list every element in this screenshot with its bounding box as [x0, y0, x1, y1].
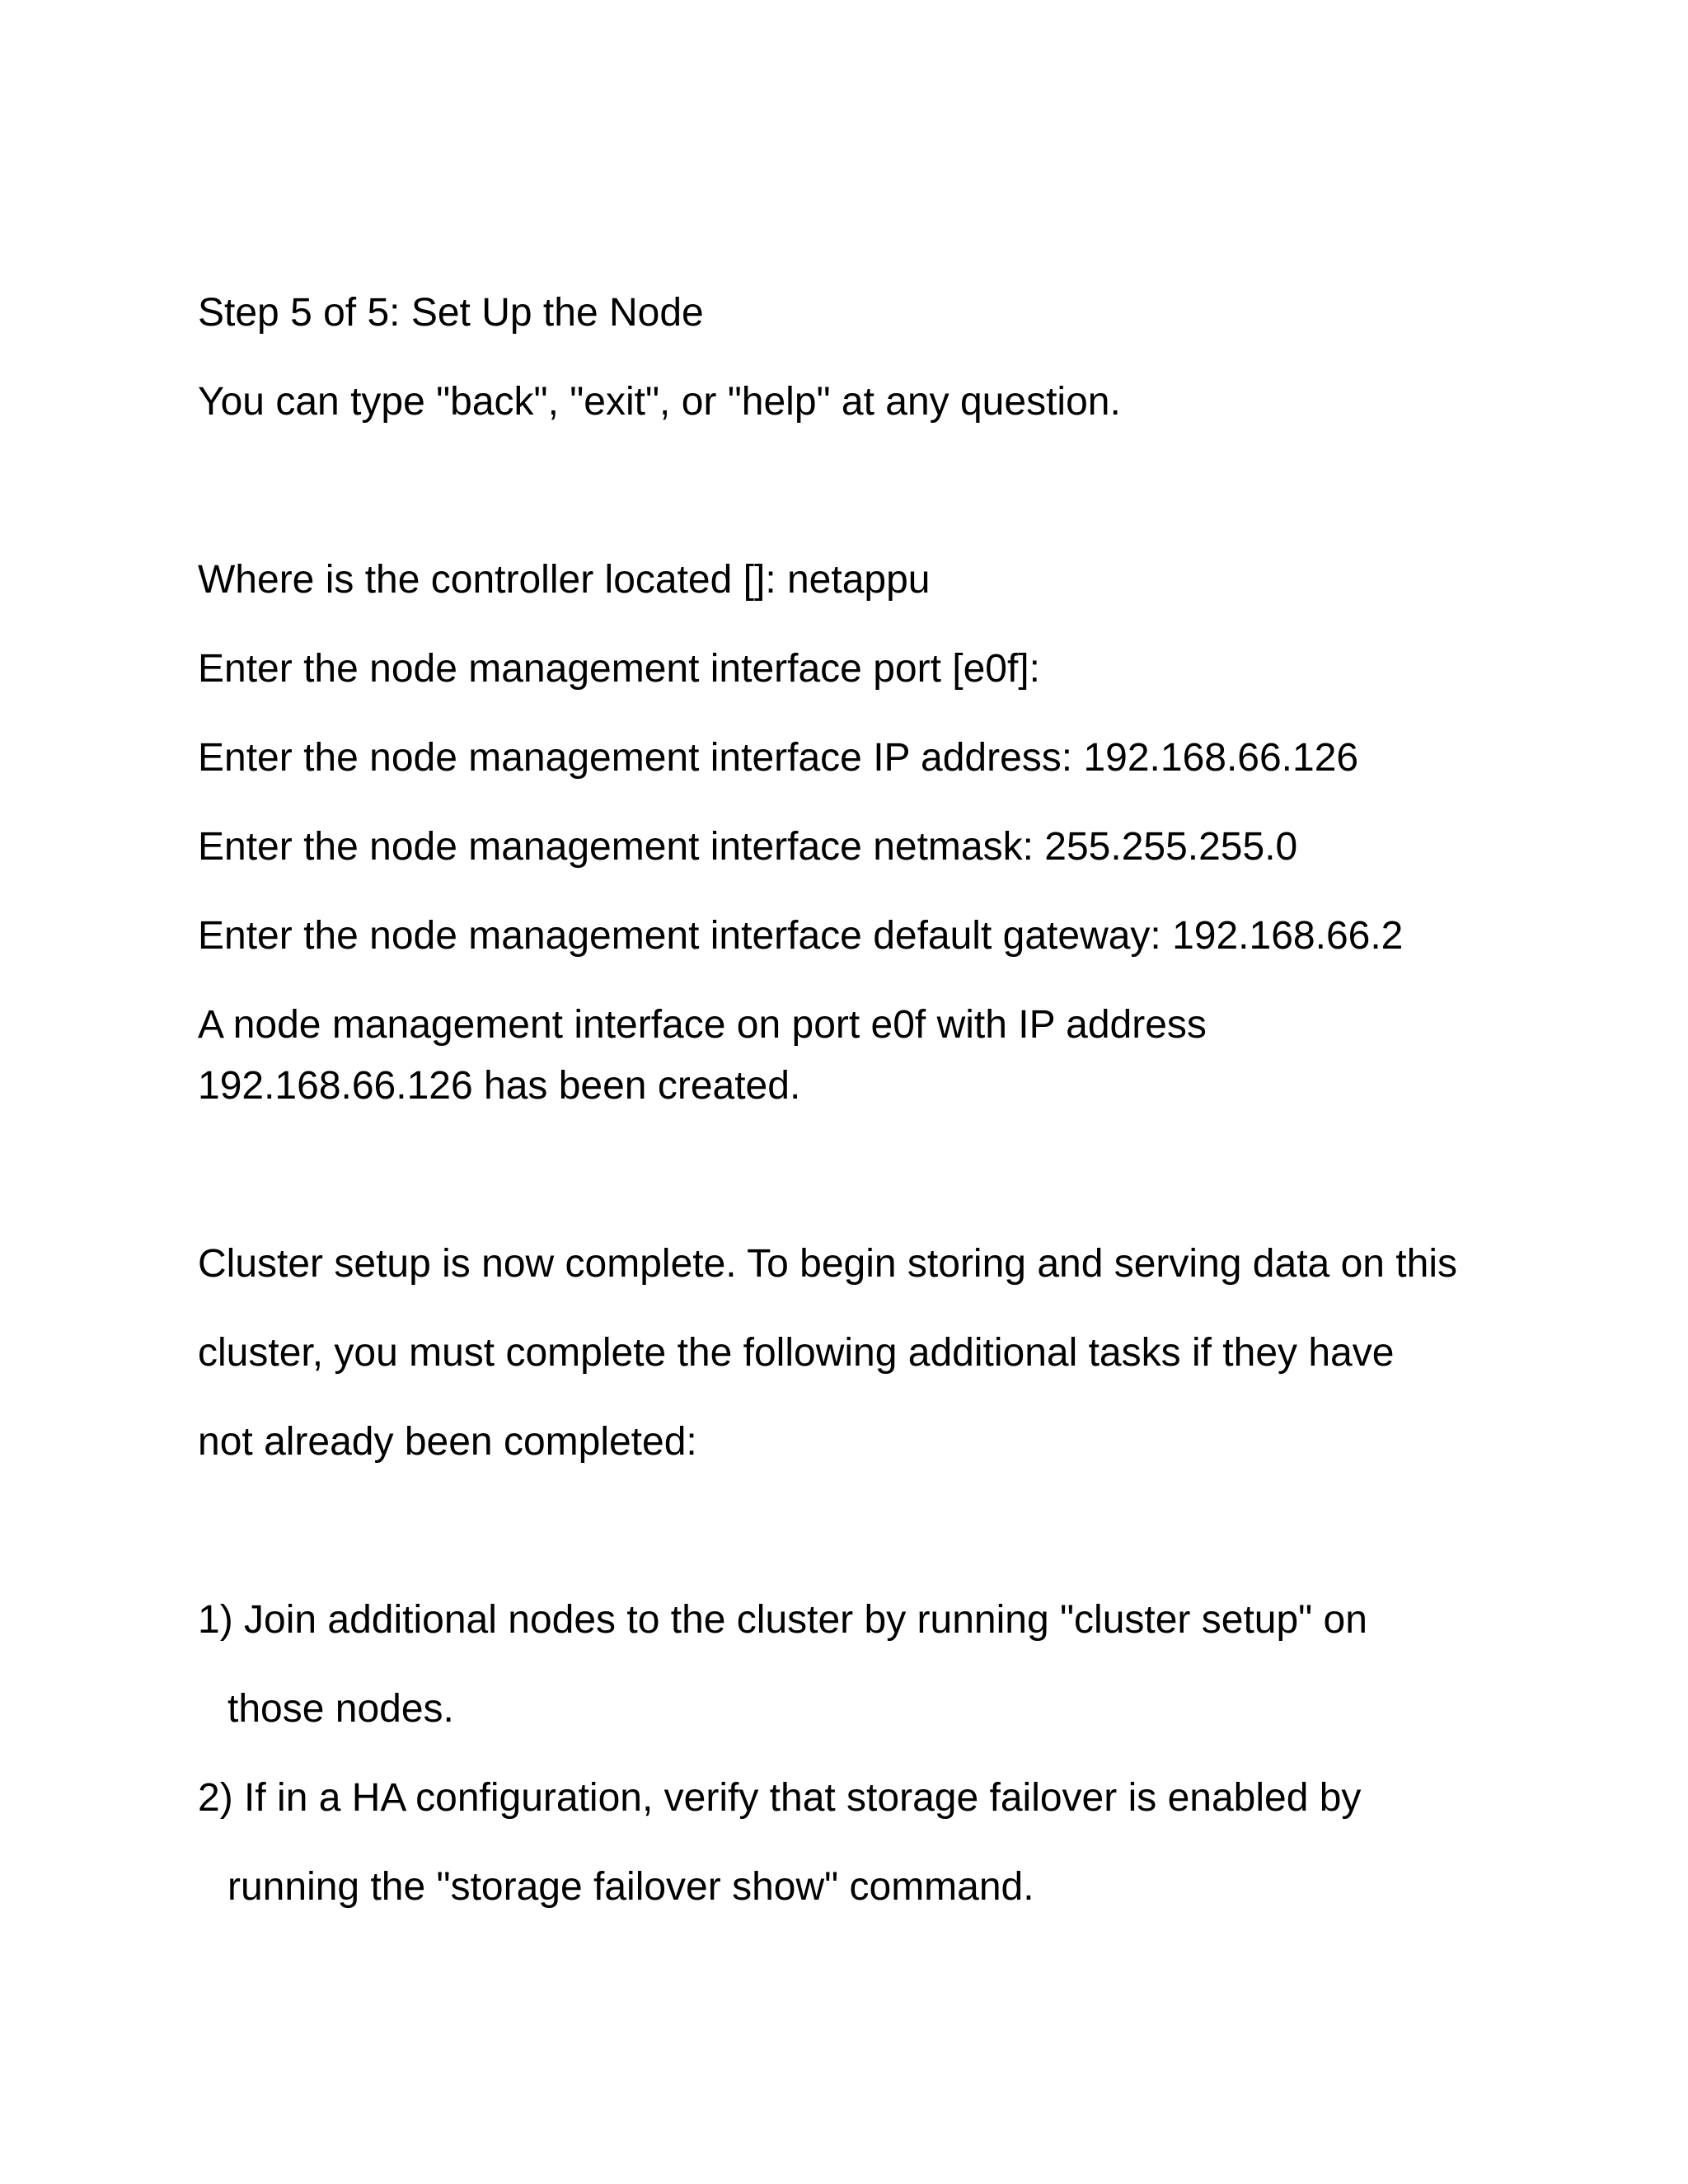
prompt-port: Enter the node management interface port [e0f]:	[198, 647, 1040, 691]
completion-message-line-2: cluster, you must complete the following additional tasks if they have	[198, 1331, 1395, 1375]
task-1-line-2: those nodes.	[227, 1687, 454, 1731]
prompt-ip-address: Enter the node management interface IP address: 192.168.66.126	[198, 736, 1359, 780]
step-heading: Step 5 of 5: Set Up the Node	[198, 291, 704, 335]
prompt-netmask: Enter the node management interface netmask: 255.255.255.0	[198, 825, 1298, 869]
created-message-line-1: A node management interface on port e0f with IP address	[198, 1003, 1207, 1047]
task-1-line-1: 1) Join additional nodes to the cluster by running "cluster setup" on	[198, 1598, 1367, 1642]
completion-message-line-3: not already been completed:	[198, 1420, 697, 1464]
task-2-line-1: 2) If in a HA configuration, verify that storage failover is enabled by	[198, 1776, 1362, 1820]
prompt-location: Where is the controller located []: netappu	[198, 558, 931, 602]
prompt-gateway: Enter the node management interface default gateway: 192.168.66.2	[198, 914, 1404, 958]
task-2-line-2: running the "storage failover show" command.	[227, 1865, 1034, 1909]
completion-message-line-1: Cluster setup is now complete. To begin storing and serving data on this	[198, 1242, 1457, 1286]
instruction-text: You can type "back", "exit", or "help" at any question.	[198, 380, 1121, 424]
created-message-line-2: 192.168.66.126 has been created.	[198, 1064, 801, 1108]
